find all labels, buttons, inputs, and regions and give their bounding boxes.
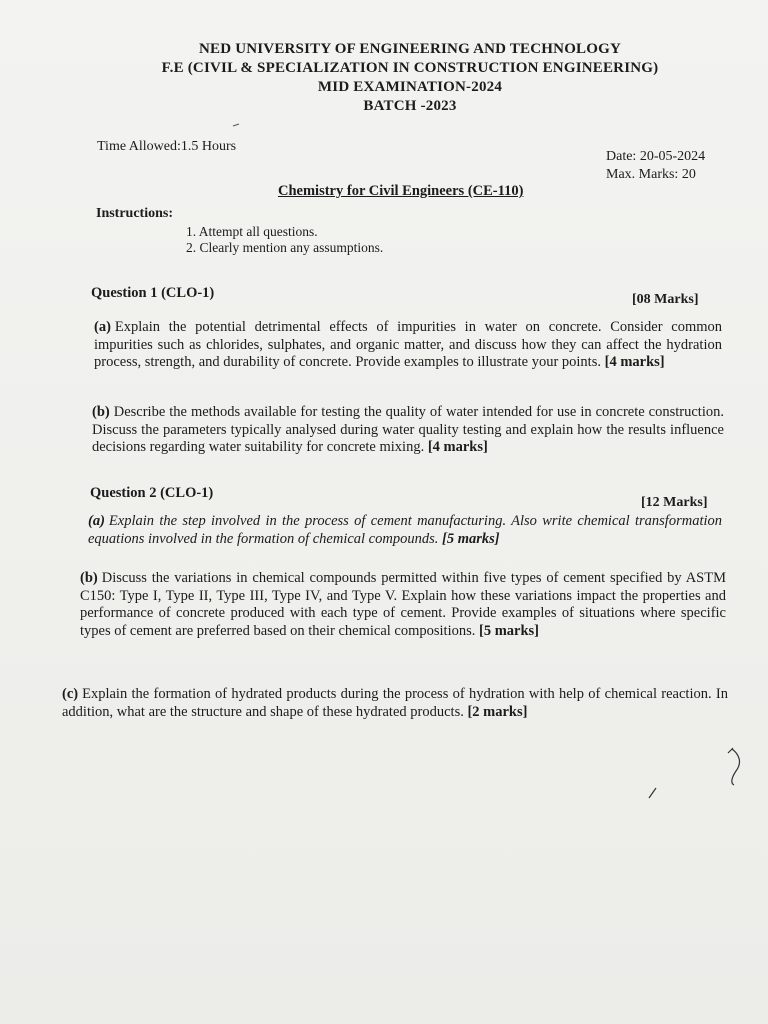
part-text: Explain the formation of hydrated products during the process of hydration with help of chemical reaction. In addition, what are the structure and shape of these hydrated products. xyxy=(62,686,728,720)
course-title: Chemistry for Civil Engineers (CE-110) xyxy=(278,183,524,199)
exam-header xyxy=(150,40,670,116)
part-marks: [5 marks] xyxy=(441,530,500,547)
pen-mark xyxy=(720,745,750,790)
part-marks: [2 marks] xyxy=(467,703,528,720)
instructions-list xyxy=(186,224,383,256)
time-allowed: Time Allowed:1.5 Hours xyxy=(97,139,237,154)
part-text: Discuss the variations in chemical compounds permitted within five types of cement specified by ASTM C150: Type I, Type II, Type III, Type IV, and Type V. Explain how these variations impact the properties and performance of concrete produced with each type of cement. Provide examples of situations where specific types of cement are preferred based on their chemical compositions. xyxy=(80,570,726,639)
part-label: (b) xyxy=(80,570,98,586)
part-label: (a) xyxy=(94,319,111,335)
question-2-marks: [12 Marks] xyxy=(641,495,708,510)
question-2c xyxy=(62,686,728,721)
university-name: NED UNIVERSITY OF ENGINEERING AND TECHNOLOGY xyxy=(198,41,622,57)
question-1-title: Question 1 (CLO-1) xyxy=(91,285,215,301)
part-marks: [4 marks] xyxy=(604,354,665,370)
exam-date: Date: 20-05-2024 xyxy=(606,149,706,164)
instruction-item: 1. Attempt all questions. xyxy=(186,224,318,239)
exam-name: MID EXAMINATION-2024 xyxy=(317,79,503,95)
instruction-item: 2. Clearly mention any assumptions. xyxy=(186,240,384,255)
part-label: (b) xyxy=(92,404,110,420)
part-label: (c) xyxy=(62,686,79,702)
part-text: Describe the methods available for testing the quality of water intended for use in concrete construction. Discuss the parameters typically analysed during water quality testing and explain how the results influence decisions regarding water suitability for concrete mixing. xyxy=(92,404,724,455)
question-1-marks: [08 Marks] xyxy=(632,292,699,307)
part-label: (a) xyxy=(88,513,105,529)
pen-mark xyxy=(645,785,661,801)
max-marks: Max. Marks: 20 xyxy=(606,167,696,182)
part-text: Explain the step involved in the process of cement manufacturing. Also write chemical transformation equations involved in the formation of chemical compounds. xyxy=(88,513,722,547)
part-marks: [5 marks] xyxy=(479,622,540,639)
question-2a xyxy=(88,513,722,548)
question-2b xyxy=(80,570,726,640)
instructions-heading: Instructions: xyxy=(96,206,174,221)
question-1a xyxy=(94,319,722,372)
date-block xyxy=(606,148,705,184)
pen-mark xyxy=(230,120,244,130)
batch-name: BATCH -2023 xyxy=(363,98,457,114)
question-1b xyxy=(92,404,724,457)
part-marks: [4 marks] xyxy=(427,439,488,455)
part-text: Explain the potential detrimental effects of impurities in water on concrete. Consider common impurities such as chlorides, sulphates, and organic matter, and discuss how they can affect the hydration process, strength, and durability of concrete. Provide examples to illustrate your points. xyxy=(94,319,722,370)
question-2-title: Question 2 (CLO-1) xyxy=(90,485,214,501)
program-name: F.E (CIVIL & SPECIALIZATION IN CONSTRUCTION ENGINEERING) xyxy=(161,60,659,76)
